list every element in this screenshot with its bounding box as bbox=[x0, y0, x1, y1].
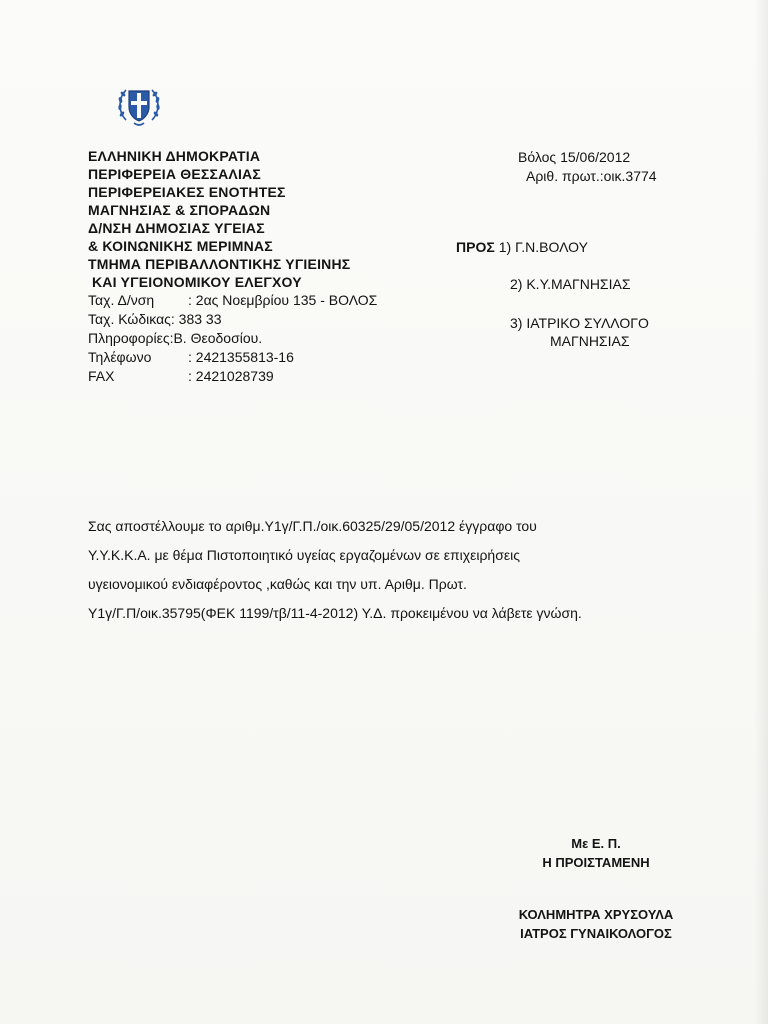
recipients-label: ΠΡΟΣ bbox=[456, 239, 495, 255]
greek-state-emblem-icon bbox=[114, 80, 164, 130]
sender-line-regional-units: ΠΕΡΙΦΕΡΕΙΑΚΕΣ ΕΝΟΤΗΤΕΣ bbox=[88, 184, 286, 200]
sender-line-magnesia: ΜΑΓΝΗΣΙΑΣ & ΣΠΟΡΑΔΩΝ bbox=[88, 202, 271, 218]
signature-name: ΚΟΛΗΜΗΤΡΑ ΧΡΥΣΟΥΛΑ bbox=[518, 907, 674, 922]
sender-line-republic: ΕΛΛΗΝΙΚΗ ΔΗΜΟΚΡΑΤΙΑ bbox=[88, 148, 261, 164]
sender-block bbox=[88, 147, 428, 386]
protocol-number: Αριθ. πρωτ.:οικ.3774 bbox=[526, 168, 657, 184]
signature-role: Η ΠΡΟΙΣΤΑΜΕΝΗ bbox=[542, 855, 650, 870]
contact-phone-label: Τηλέφωνο bbox=[88, 349, 152, 365]
contact-phone bbox=[88, 348, 428, 367]
place-date: Βόλος 15/06/2012 bbox=[518, 149, 631, 165]
signature-closing: Με Ε. Π. bbox=[571, 836, 621, 851]
body-line-4: Υ1γ/Γ.Π/οικ.35795(ΦΕΚ 1199/τβ/11-4-2012) Υ.Δ. προκειμένου να λάβετε γνώση. bbox=[88, 605, 582, 621]
letter-body bbox=[88, 512, 688, 628]
contact-fax bbox=[88, 367, 428, 386]
signature-title: ΙΑΤΡΟΣ ΓΥΝΑΙΚΟΛΟΓΟΣ bbox=[520, 926, 672, 941]
contact-info-label: Πληροφορίες: bbox=[88, 330, 174, 346]
sender-line-region: ΠΕΡΙΦΕΡΕΙΑ ΘΕΣΣΑΛΙΑΣ bbox=[88, 166, 261, 182]
recipient-3: 3) ΙΑΤΡΙΚΟ ΣΥΛΛΟΓΟ bbox=[510, 315, 649, 331]
contact-address-label: Ταχ. Δ/νση bbox=[88, 292, 155, 308]
recipient-3-continuation: ΜΑΓΝΗΣΙΑΣ bbox=[550, 333, 630, 349]
contact-fax-label: FAX bbox=[88, 368, 115, 384]
contact-info-value: Β. Θεοδοσίου. bbox=[173, 330, 263, 346]
body-line-1: Σας αποστέλλουμε το αριθμ.Υ1γ/Γ.Π./οικ.60325/29/05/2012 έγγραφο του bbox=[88, 518, 537, 534]
contact-address-value: : 2ας Νοεμβρίου 135 - ΒΟΛΟΣ bbox=[188, 292, 378, 308]
recipient-1-text: 1) Γ.Ν.ΒΟΛΟΥ bbox=[498, 239, 588, 255]
page-edge-shadow bbox=[754, 0, 768, 1024]
sender-line-department: ΤΜΗΜΑ ΠΕΡΙΒΑΛΛΟΝΤΙΚΗΣ ΥΓΙΕΙΝΗΣ bbox=[88, 256, 351, 272]
sender-line-welfare: & ΚΟΙΝΩΝΙΚΗΣ ΜΕΡΙΜΝΑΣ bbox=[88, 238, 273, 254]
contact-info bbox=[88, 329, 428, 348]
body-line-3: υγειονομικού ενδιαφέροντος ,καθώς και την υπ. Αριθμ. Πρωτ. bbox=[88, 576, 467, 592]
sender-line-directorate: Δ/ΝΣΗ ΔΗΜΟΣΙΑΣ ΥΓΕΙΑΣ bbox=[88, 220, 265, 236]
recipients-block bbox=[456, 238, 649, 349]
body-line-2: Υ.Υ.Κ.Κ.Α. με θέμα Πιστοποιητικό υγείας εργαζομένων σε επιχειρήσεις bbox=[88, 547, 520, 563]
contact-postal-label: Ταχ. Κώδικας: bbox=[88, 311, 175, 327]
contact-fax-value: : 2421028739 bbox=[188, 368, 274, 384]
contact-postal-value: 383 33 bbox=[174, 311, 222, 327]
contact-address bbox=[88, 291, 428, 310]
sender-line-control: ΚΑΙ ΥΓΕΙΟΝΟΜΙΚΟΥ ΕΛΕΓΧΟΥ bbox=[92, 274, 302, 290]
recipient-2: 2) Κ.Υ.ΜΑΓΝΗΣΙΑΣ bbox=[510, 276, 631, 292]
contact-phone-value: : 2421355813-16 bbox=[188, 349, 294, 365]
signature-gap bbox=[496, 872, 696, 905]
date-block bbox=[518, 148, 657, 186]
contact-postal bbox=[88, 310, 428, 329]
signature-block bbox=[496, 834, 696, 943]
recipient-1 bbox=[456, 238, 588, 257]
